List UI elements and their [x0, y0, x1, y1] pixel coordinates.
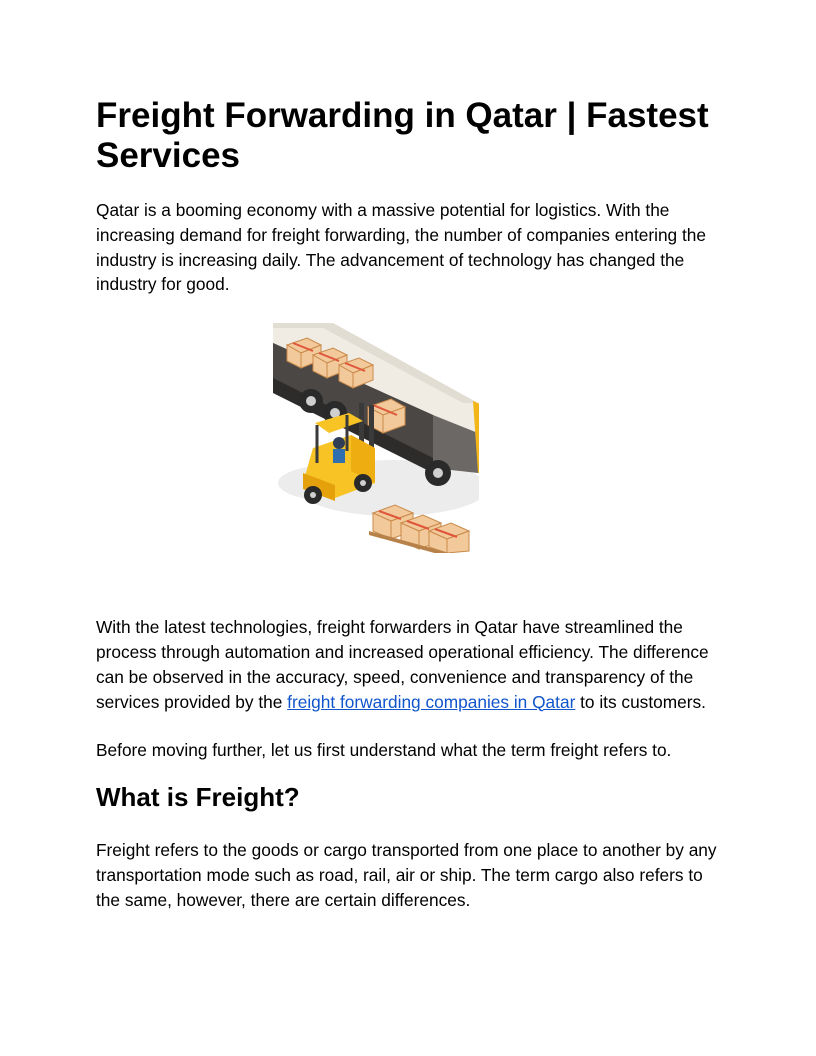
section-heading-what-is-freight: What is Freight? [96, 782, 300, 813]
truck-forklift-illustration [96, 323, 720, 553]
paragraph-freight-definition: Freight refers to the goods or cargo transported from one place to another by any transportation mode such as road, rail, air or ship. The term cargo also refers to the same, however, there are certain differences. [96, 840, 717, 910]
paragraph-technologies [96, 615, 712, 714]
paragraph-technologies-tail: to its customers. [575, 691, 706, 712]
paragraph-before-moving: Before moving further, let us first understand what the term freight refers to. [96, 740, 672, 761]
paragraph-technologies-text: With the latest technologies, freight forwarders in Qatar have streamlined the process through automation and increased operational efficiency. The difference can be observed in the accuracy, speed, convenience and transparency of the services provided by the [96, 617, 709, 712]
intro-paragraph: Qatar is a booming economy with a massive potential for logistics. With the increasing demand for freight forwarding, the number of companies entering the industry is increasing daily. The advancement of technology has changed the industry for good. [96, 200, 706, 295]
page-content [96, 96, 720, 913]
page-title: Freight Forwarding in Qatar | Fastest Services [96, 96, 709, 175]
freight-forwarding-companies-link[interactable]: freight forwarding companies in Qatar [287, 691, 576, 712]
truck-forklift-icon [273, 323, 479, 553]
